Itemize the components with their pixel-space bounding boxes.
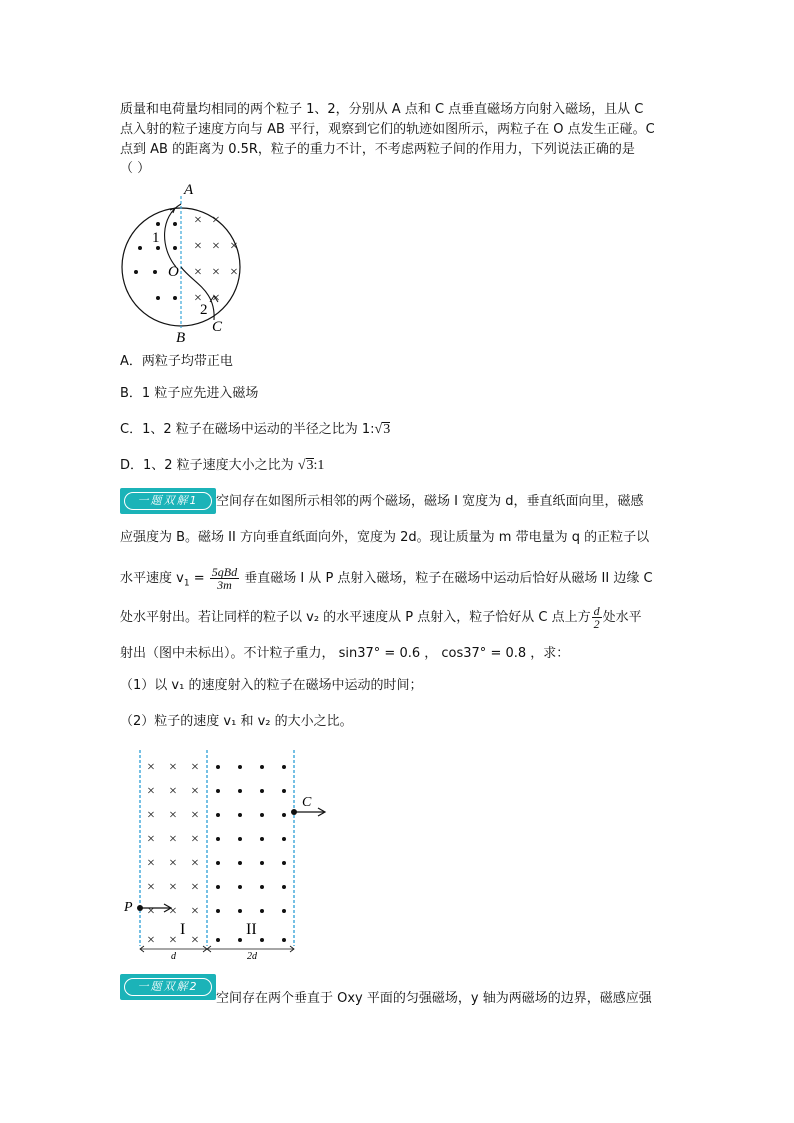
badge-double-solution-1 [120,488,216,514]
svg-text:×: × [191,880,199,895]
p2-line-2: 应强度为 B。磁场 II 方向垂直纸面向外，宽度为 2d。现让质量为 m 带电量为 q 的正粒子以 [120,530,650,545]
svg-text:×: × [191,904,199,919]
svg-text:×: × [169,832,177,847]
label-A: A [184,182,194,198]
p1-answer-paren: （ ） [120,161,151,176]
option-d-suffix: :1 [313,458,325,473]
p2-line-3 [120,566,653,593]
svg-text:×: × [212,239,220,254]
option-b: B．1 粒子应先进入磁场 [120,386,259,401]
badge-label-2: 一题双解2 [124,978,212,996]
option-d-root: 3 [306,458,314,473]
label-C: C [212,319,223,335]
p3-line-1: 空间存在两个垂直于 Oxy 平面的匀强磁场，y 轴为两磁场的边界，磁感应强 [216,991,652,1006]
p2-v1-sub: 1 [183,578,190,589]
p2-two-field-figure [120,748,335,963]
label-O: O [168,264,179,280]
svg-text:×: × [191,856,199,871]
crosses-into-page [194,213,238,306]
svg-text:×: × [169,808,177,823]
p2-line-4b: 处水平 [602,610,642,625]
p2-d-half-fraction [592,605,602,630]
p1-line-2: 点入射的粒子速度方向与 AB 平行，观察到它们的轨迹如图所示，两粒子在 O 点发生正碰。C [120,122,655,137]
svg-text:×: × [147,832,155,847]
svg-text:×: × [147,880,155,895]
svg-text:×: × [169,760,177,775]
p1-line-1: 质量和电荷量均相同的两个粒子 1、2，分别从 A 点和 C 点垂直磁场方向射入磁场，且从 C [120,102,644,117]
p2-line-5: 射出（图中未标出）。不计粒子重力， sin37° = 0.6 ， cos37° = 0.8 ，求： [120,646,570,661]
svg-text:×: × [147,784,155,799]
svg-text:×: × [169,904,177,919]
p2-line-3b: 垂直磁场 I 从 P 点射入磁场，粒子在磁场中运动后恰好从磁场 II 边缘 C [240,571,653,586]
p2-question-2: （2）粒子的速度 v₁ 和 v₂ 的大小之比。 [120,714,353,729]
svg-text:×: × [194,213,202,228]
svg-text:×: × [212,265,220,280]
label-C: C [302,795,312,810]
crosses-region-I [147,760,199,948]
svg-text:×: × [191,784,199,799]
svg-text:×: × [212,213,220,228]
svg-text:×: × [230,265,238,280]
p1-circle-figure [118,178,278,348]
label-P: P [124,900,133,915]
badge-double-solution-2 [120,974,216,1000]
svg-text:×: × [147,808,155,823]
p2-frac-num: 5qBd [211,565,238,579]
label-2: 2 [200,302,208,318]
svg-text:×: × [194,265,202,280]
badge-label: 一题双解1 [124,492,212,510]
svg-text:×: × [191,760,199,775]
label-1: 1 [152,230,160,246]
svg-text:×: × [191,933,199,948]
p2-question-1: （1）以 v₁ 的速度射入的粒子在磁场中运动的时间； [120,678,423,693]
option-c-text: C．1、2 粒子在磁场中运动的半径之比为 1: [120,422,375,437]
p2-line-3a: 水平速度 v [120,571,184,586]
p1-line-3: 点到 AB 的距离为 0.5R，粒子的重力不计，不考虑两粒子间的作用力，下列说法正确的是 [120,142,635,157]
p2-v1-fraction [210,566,239,591]
svg-text:×: × [169,933,177,948]
p2-line-4a: 处水平射出。若让同样的粒子以 v₂ 的水平速度从 P 点射入，粒子恰好从 C 点上方 [120,610,591,625]
svg-text:×: × [191,832,199,847]
svg-text:×: × [194,291,202,306]
option-d-text: D．1、2 粒子速度大小之比为 [120,458,298,473]
svg-text:×: × [212,291,220,306]
p2-line-1: 空间存在如图所示相邻的两个磁场，磁场 I 宽度为 d，垂直纸面向里，磁感 [216,494,644,509]
p2-frac-den: 3m [217,578,232,592]
label-B: B [176,330,186,346]
option-c: C．1、2 粒子在磁场中运动的半径之比为 1:√3 [120,422,391,437]
option-c-root: 3 [383,422,391,437]
svg-text:×: × [147,904,155,919]
svg-text:×: × [169,880,177,895]
svg-text:×: × [147,856,155,871]
p2-d-num: d [593,604,600,618]
label-2d: 2d [247,951,257,962]
label-d: d [171,951,176,962]
svg-text:×: × [169,784,177,799]
svg-text:×: × [169,856,177,871]
option-d: D．1、2 粒子速度大小之比为 √3:1 [120,458,325,473]
dots-region-II [216,765,286,942]
p2-eq: = [189,571,209,586]
svg-text:×: × [191,808,199,823]
option-a: A．两粒子均带正电 [120,354,233,369]
p2-line-4 [120,605,642,630]
trajectory-1 [165,204,181,267]
svg-text:×: × [147,760,155,775]
svg-text:×: × [230,239,238,254]
label-region-I: I [180,921,186,938]
p2-d-den: 2 [593,617,600,631]
label-region-II: II [246,921,257,938]
svg-text:×: × [147,933,155,948]
svg-text:×: × [194,239,202,254]
